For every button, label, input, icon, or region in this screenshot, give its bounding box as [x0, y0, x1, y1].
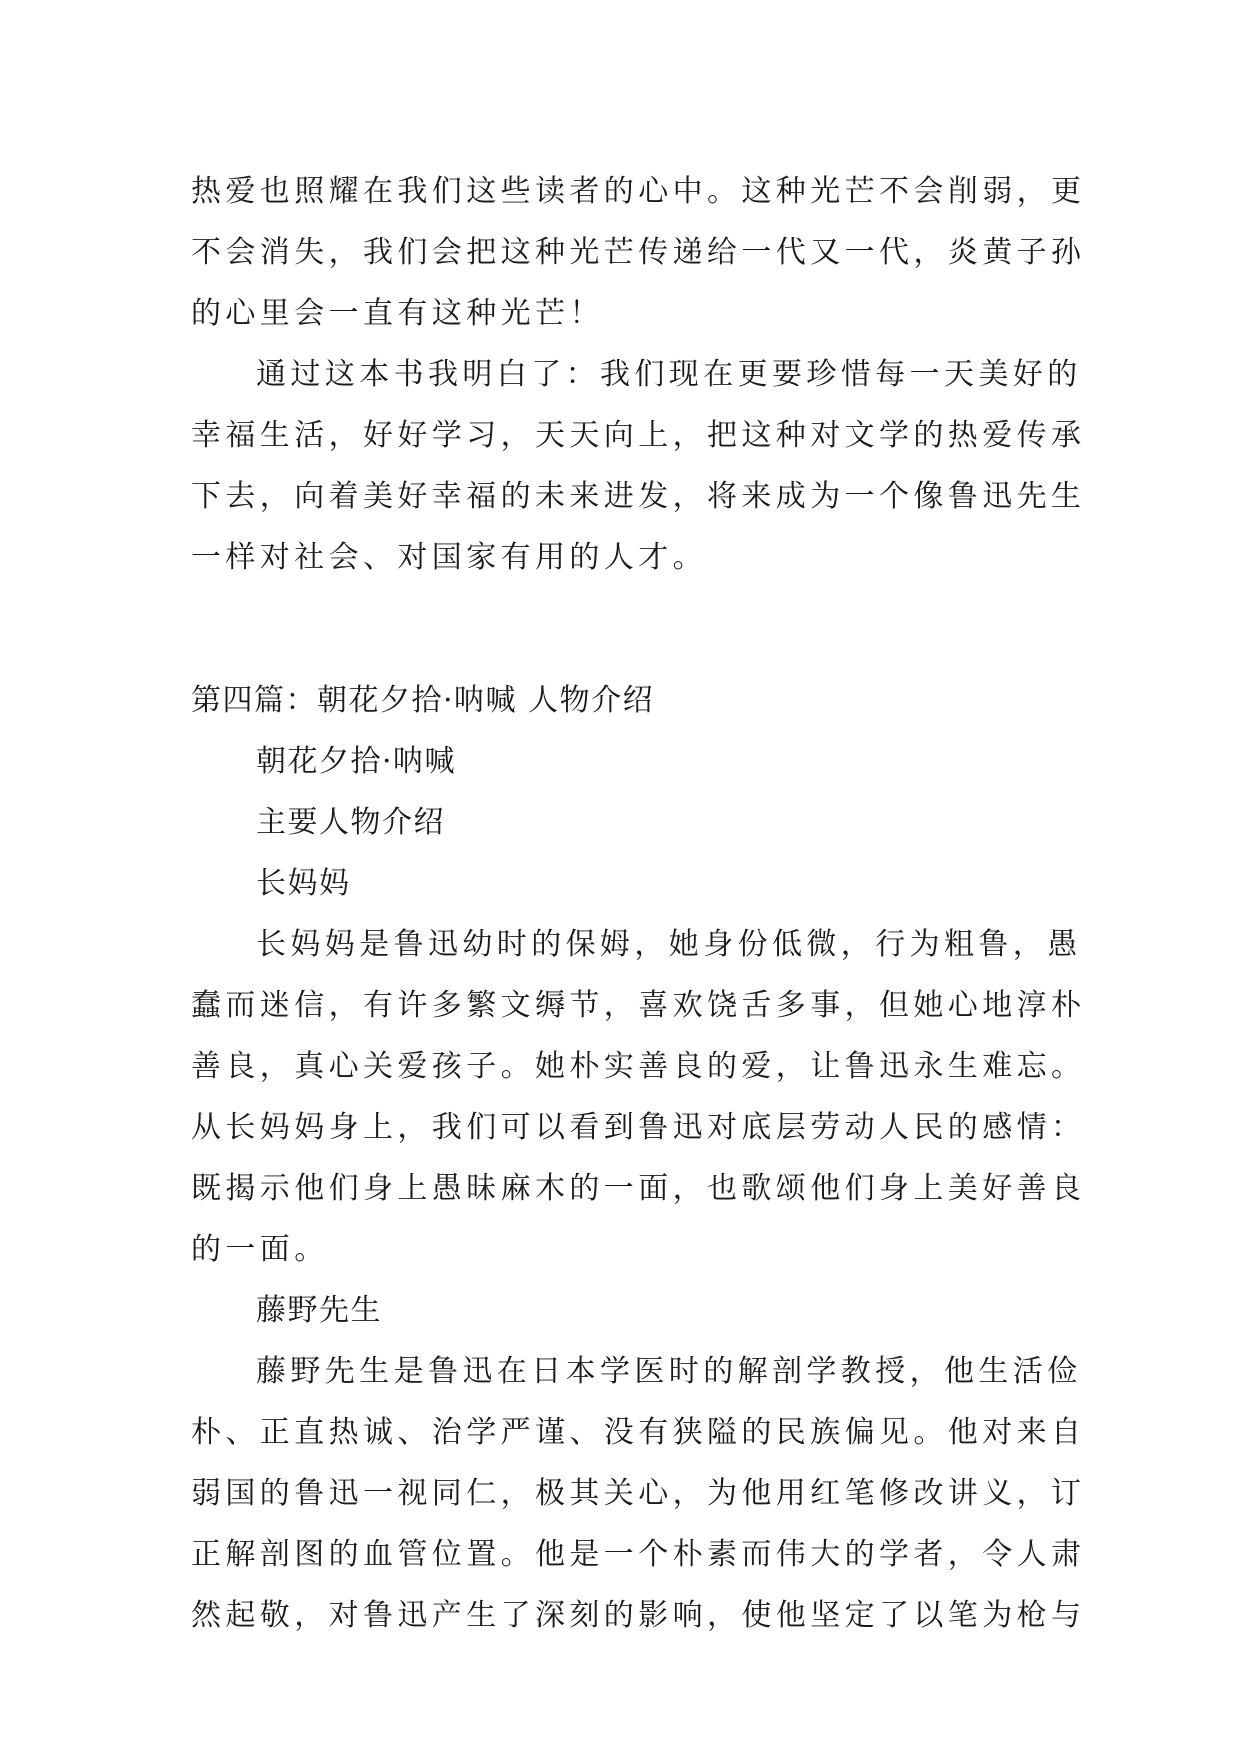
- section-heading: 第四篇：朝花夕拾·呐喊 人物介绍: [191, 683, 655, 718]
- text-line: 下去，向着美好幸福的未来进发，将来成为一个像鲁迅先生: [191, 479, 1086, 514]
- text-line: 通过这本书我明白了：我们现在更要珍惜每一天美好的: [256, 357, 1082, 392]
- section-gap: [191, 588, 1071, 670]
- text-line: 幸福生活，好好学习，天天向上，把这种对文学的热爱传承: [191, 418, 1086, 453]
- text-line: 正解剖图的血管位置。他是一个朴素而伟大的学者，令人肃: [191, 1537, 1086, 1572]
- character-name: 藤野先生: [256, 1293, 382, 1328]
- section-subtitle: 主要人物介绍: [256, 805, 445, 840]
- text-line: 的心里会一直有这种光芒！: [191, 296, 604, 331]
- text-line: 从长妈妈身上，我们可以看到鲁迅对底层劳动人民的感情：: [191, 1110, 1086, 1145]
- text-line: 弱国的鲁迅一视同仁，极其关心，为他用红笔修改讲义，订: [191, 1476, 1086, 1511]
- text-line: 的一面。: [191, 1232, 329, 1267]
- text-line: 然起敬，对鲁迅产生了深刻的影响，使他坚定了以笔为枪与: [191, 1598, 1086, 1633]
- text-line: 朴、正直热诚、治学严谨、没有狭隘的民族偏见。他对来自: [191, 1415, 1086, 1450]
- text-line: 一样对社会、对国家有用的人才。: [191, 540, 707, 575]
- text-line: 不会消失，我们会把这种光芒传递给一代又一代，炎黄子孙: [191, 235, 1086, 270]
- character-description: [191, 1341, 1086, 1646]
- character-description: [191, 914, 1086, 1280]
- text-line: 蠢而迷信，有许多繁文缛节，喜欢饶舌多事，但她心地淳朴: [191, 988, 1086, 1023]
- text-line: 热爱也照耀在我们这些读者的心中。这种光芒不会削弱，更: [191, 174, 1086, 209]
- book-title: 朝花夕拾·呐喊: [256, 744, 457, 779]
- text-line: 长妈妈是鲁迅幼时的保姆，她身份低微，行为粗鲁，愚: [256, 927, 1082, 962]
- paragraph-2: [191, 344, 1086, 588]
- document-page: [191, 161, 1086, 1646]
- text-line: 善良，真心关爱孩子。她朴实善良的爱，让鲁迅永生难忘。: [191, 1049, 1086, 1084]
- paragraph-1: [191, 161, 1086, 344]
- text-line: 既揭示他们身上愚昧麻木的一面，也歌颂他们身上美好善良: [191, 1171, 1086, 1206]
- character-name: 长妈妈: [256, 866, 351, 901]
- text-line: 藤野先生是鲁迅在日本学医时的解剖学教授，他生活俭: [256, 1354, 1082, 1389]
